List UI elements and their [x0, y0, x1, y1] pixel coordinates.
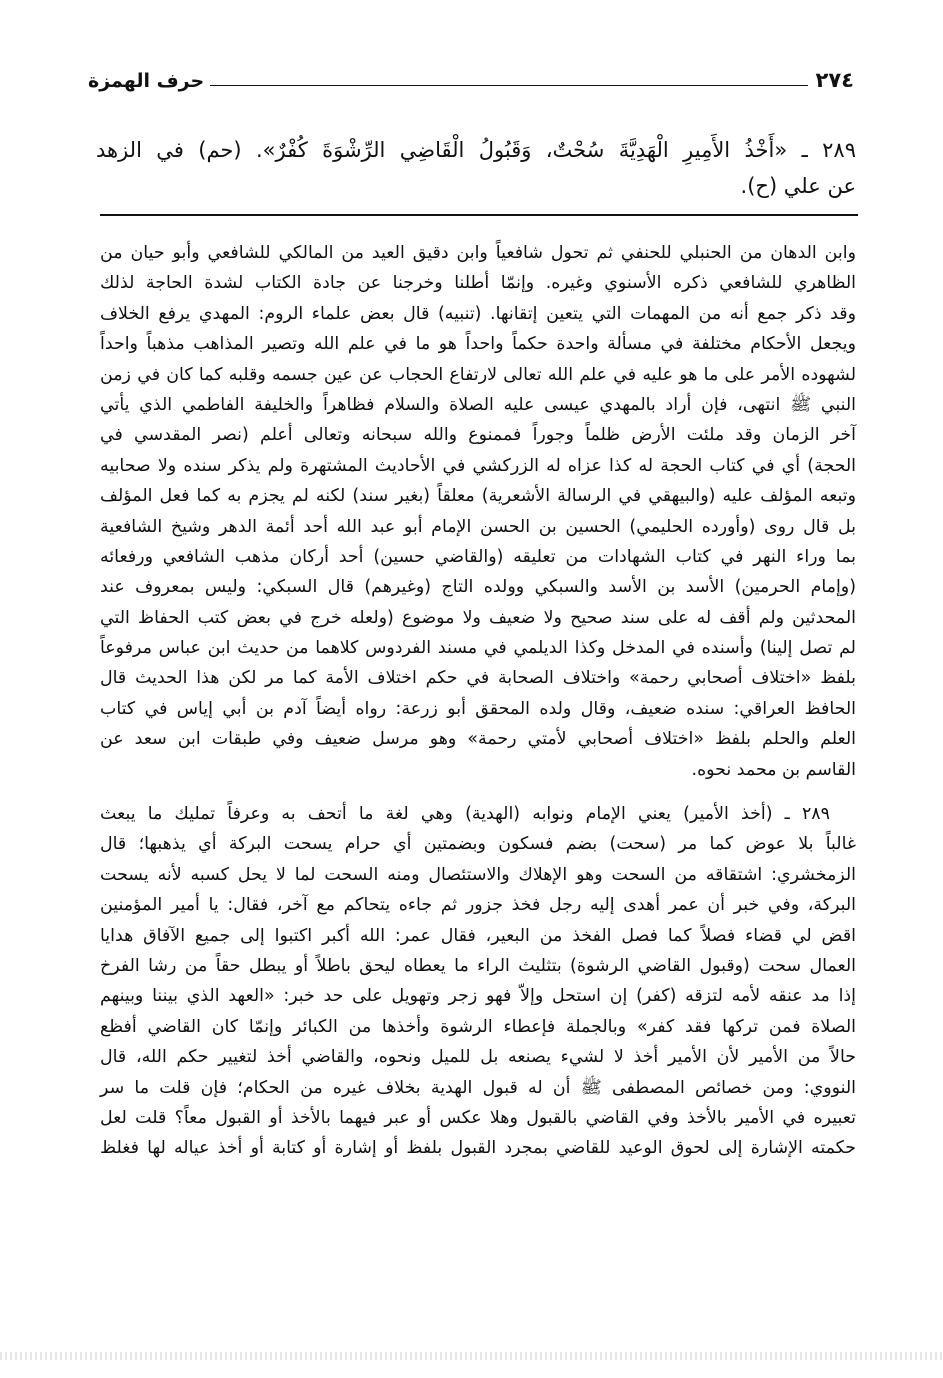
commentary — [100, 238, 856, 1164]
commentary-line: الحافظ العراقي: سنده ضعيف، وقال ولده المحقق أبو زرعة: رواه أيضاً آدم بن أبي إياس في كتاب — [100, 698, 856, 719]
commentary-line: (وإمام الحرمين) الأسد بن الأسد والسبكي وولده التاج (وغيرهم) قال السبكي: وليس بمعروف عند — [100, 577, 856, 598]
chapter-title: حرف الهمزة — [88, 70, 205, 92]
commentary-line: تعبيره في الأمير بالأخذ وفي القاضي بالقبول وهلا عكس أو عبر فيهما بالأخذ أو القبول معاً؟ قلت لعل — [100, 1107, 856, 1128]
commentary-line: لشهوده الأمر على ما هو عليه في علم الله تعالى لارتفاع الحجاب عن عين جسمه وقلبه كما كان في زمن — [100, 364, 856, 385]
commentary-block-previous — [100, 238, 856, 785]
commentary-line: غالباً بلا عوض كما مر (سحت) بضم فسكون وبضمتين أي حرام يسحت البركة أي يذهبها؛ قال — [100, 834, 856, 855]
commentary-line: حالاً من الأمير لأن الأمير أخذ لا لشيء يصنعه بل للميل ونحوه، والقاضي أخذ لتغيير حكم الله، قال — [100, 1047, 856, 1068]
scan-edge — [0, 1352, 943, 1360]
commentary-line: بلفظ «اختلاف أصحابي رحمة» واختلاف الصحابة في حكم اختلاف الأمة كما مر لكن هذا الحديث قال — [100, 668, 856, 689]
commentary-line: القاسم بن محمد نحوه. — [691, 759, 856, 780]
commentary-line: وابن الدهان من الحنبلي للحنفي ثم تحول شافعياً وابن دقيق العيد من المالكي للشافعي وأبو حيان من — [100, 243, 856, 263]
commentary-line: الظاهري للشافعي ذكره الأسنوي وغيره. وإنمّا أطلنا وخرجنا عن جادة الكتاب لشدة الحاجة لذلك — [100, 273, 856, 294]
commentary-line: لم تصل إلينا) وأسنده في المدخل وكذا الديلمي في مسند الفردوس كلاهما من حديث ابن عباس مرفوعاً — [100, 638, 856, 659]
commentary-line: وتبعه المؤلف عليه (والبيهقي في الرسالة الأشعرية) معلقاً (بغير سند) لكنه لم يجزم به كما فعل المؤلف — [100, 486, 856, 507]
commentary-line: حكمته الإشارة إلى لحوق الوعيد للقاضي بمجرد القبول بلفظ أو إشارة أو كتابة أو أخذ عياله لها فغلظ — [100, 1138, 856, 1159]
commentary-line: ٢٨٩ ـ (أخذ الأمير) يعني الإمام ونوابه (الهدية) وهي لغة ما أتحف به وعرفاً تمليك ما يبعث — [100, 804, 830, 825]
hadith-line: ٢٨٩ ـ «أَخْذُ الأَمِيرِ الْهَدِيَّةَ سُحْتٌ، وَقَبُولُ الْقَاضِي الرِّشْوَةَ كُفْرٌ». (حم) في الزهد — [96, 138, 856, 162]
commentary-block-289 — [100, 799, 856, 1164]
commentary-line: العمال سحت (وقبول القاضي الرشوة) بتثليث الراء ما يعطاه ليحق باطلاً أو يبطل حقاً من رشا الفرخ — [100, 955, 856, 976]
commentary-line: المحدثين ولم أقف له على سند صحيح ولا ضعيف ولا موضوع (ولعله خرج في بعض كتب الحفاظ التي — [100, 607, 856, 628]
commentary-line: ويجعل الأحكام مختلفة في مسألة واحدة حكماً واحداً هو ما في علم الله وتصير المذاهب مذهباً واحداً — [100, 334, 856, 355]
header-rule — [210, 85, 807, 86]
commentary-line: الزمخشري: اشتقاقه من السحت وهو الإهلاك والاستئصال ومنه السحت لما لا يحل كسبه لأنه يسحت — [100, 864, 856, 885]
commentary-line: بل قال روى (وأورده الحليمي) الحسين بن الحسن الإمام أبو عبد الله أحد أئمة الدهر وشيخ الشافعية — [100, 516, 856, 537]
commentary-line: البركة، وفي خبر أن عمر أهدى إليه رجل فخذ جزور ثم جاءه يتحاكم مع آخر، فقال: يا أمير المؤمنين — [100, 895, 856, 916]
commentary-line: النووي: ومن خصائص المصطفى ﷺ أن له قبول الهدية بخلاف غيره من الحكام؛ فإن قلت ما سر — [100, 1077, 856, 1098]
page-number: ٢٧٤ — [815, 68, 854, 92]
running-header — [88, 58, 854, 92]
commentary-line: النبي ﷺ انتهى، فإن أراد بالمهدي عيسى عليه الصلاة والسلام فظاهراً والخليفة الفاطمي الذي يأتي — [100, 394, 856, 415]
hadith-text — [96, 132, 856, 204]
commentary-line: آخر الزمان وقد ملئت الأرض ظلماً وجوراً فممنوع والله سبحانه وتعالى أعلم (نصر المقدسي في — [100, 425, 856, 446]
commentary-line: بما وراء النهر في كتاب الشهادات من تعليقه (والقاضي حسين) أحد أركان مذهب الشافعي ورفعائه — [100, 546, 856, 567]
section-divider — [100, 214, 858, 216]
commentary-line: الصلاة فمن تركها فقد كفر» وبالجملة فإعطاء الرشوة وأخذها من الكبائر وإنمّا كان القاضي أفظع — [100, 1016, 856, 1037]
commentary-line: اقض لي قضاء فصلاً كما فصل الفخذ من البعير، فقال عمر: الله أكبر اكتبوا إلى جميع الآفاق هدايا — [100, 925, 856, 946]
commentary-line: العلم والحلم بلفظ «اختلاف أصحابي لأمتي رحمة» وهو مرسل ضعيف وفي طبقات ابن سعد عن — [100, 729, 856, 750]
commentary-line: إذا مد عنقه لأمه لتزقه (كفر) إن استحل وإلاّ فهو زجر وتهويل على حد خبر: «العهد الذي بيننا وبينهم — [100, 986, 856, 1007]
hadith-line: عن علي (ح). — [740, 174, 856, 198]
commentary-line: وقد ذكر جمع أنه من المهمات التي يتعين إتقانها. (تنبيه) قال بعض علماء الروم: المهدي يرفع الخلاف — [100, 303, 856, 324]
commentary-line: الحجة) أي في كتاب الحجة له كذا عزاه له الزركشي في الأحاديث المشتهرة ولم يذكر سنده ولا صحابيه — [100, 455, 856, 476]
